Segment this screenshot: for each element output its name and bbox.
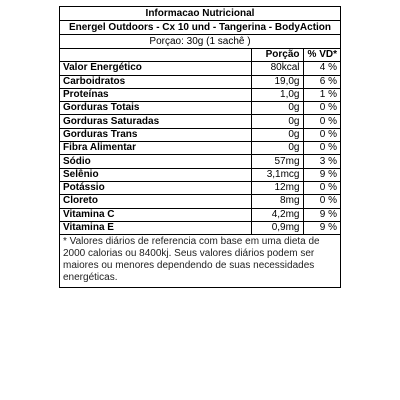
nutrition-table bbox=[60, 49, 340, 235]
nutrient-name: Vitamina C bbox=[60, 208, 251, 221]
column-header-nutrient bbox=[60, 49, 251, 62]
nutrient-daily-value: 4 % bbox=[303, 62, 340, 75]
nutrition-title: Informacao Nutricional bbox=[60, 7, 340, 21]
column-header-portion: Porção bbox=[251, 49, 303, 62]
nutrient-name: Sódio bbox=[60, 155, 251, 168]
nutrient-name: Vitamina E bbox=[60, 221, 251, 234]
table-row bbox=[60, 88, 340, 101]
nutrient-daily-value: 0 % bbox=[303, 115, 340, 128]
nutrient-portion: 0g bbox=[251, 128, 303, 141]
table-row bbox=[60, 75, 340, 88]
daily-value-footnote: * Valores diários de referencia com base em uma dieta de 2000 calorias ou 8400kj. Seus valores diários podem ser maiores ou menores dependendo de suas necessidades energéticas. bbox=[63, 236, 320, 284]
nutrient-daily-value: 9 % bbox=[303, 208, 340, 221]
nutrient-name: Gorduras Trans bbox=[60, 128, 251, 141]
table-row bbox=[60, 195, 340, 208]
portion-size: Porçao: 30g (1 sachê ) bbox=[60, 35, 340, 49]
nutrient-portion: 0,9mg bbox=[251, 221, 303, 234]
nutrient-daily-value: 9 % bbox=[303, 221, 340, 234]
nutrient-portion: 4,2mg bbox=[251, 208, 303, 221]
nutrient-name: Carboidratos bbox=[60, 75, 251, 88]
nutrient-daily-value: 0 % bbox=[303, 102, 340, 115]
nutrient-portion: 0g bbox=[251, 102, 303, 115]
nutrition-facts-panel bbox=[59, 6, 341, 288]
table-row bbox=[60, 142, 340, 155]
nutrient-name: Potássio bbox=[60, 181, 251, 194]
nutrient-name: Fibra Alimentar bbox=[60, 142, 251, 155]
table-header-row bbox=[60, 49, 340, 62]
nutrient-daily-value: 0 % bbox=[303, 195, 340, 208]
nutrient-daily-value: 3 % bbox=[303, 155, 340, 168]
nutrient-portion: 12mg bbox=[251, 181, 303, 194]
nutrient-name: Cloreto bbox=[60, 195, 251, 208]
nutrient-daily-value: 0 % bbox=[303, 142, 340, 155]
nutrient-daily-value: 1 % bbox=[303, 88, 340, 101]
table-row bbox=[60, 62, 340, 75]
nutrient-daily-value: 0 % bbox=[303, 128, 340, 141]
nutrient-name: Selênio bbox=[60, 168, 251, 181]
nutrient-portion: 3,1mcg bbox=[251, 168, 303, 181]
table-row bbox=[60, 181, 340, 194]
table-row bbox=[60, 155, 340, 168]
nutrient-portion: 0g bbox=[251, 115, 303, 128]
nutrient-daily-value: 6 % bbox=[303, 75, 340, 88]
column-header-daily-value: % VD* bbox=[303, 49, 340, 62]
nutrient-portion: 19,0g bbox=[251, 75, 303, 88]
nutrient-daily-value: 0 % bbox=[303, 181, 340, 194]
nutrient-portion: 80kcal bbox=[251, 62, 303, 75]
table-row bbox=[60, 168, 340, 181]
nutrient-portion: 8mg bbox=[251, 195, 303, 208]
product-name: Energel Outdoors - Cx 10 und - Tangerina - BodyAction bbox=[60, 21, 340, 35]
table-row bbox=[60, 208, 340, 221]
table-row bbox=[60, 115, 340, 128]
nutrient-name: Proteínas bbox=[60, 88, 251, 101]
nutrient-portion: 57mg bbox=[251, 155, 303, 168]
nutrient-name: Gorduras Saturadas bbox=[60, 115, 251, 128]
nutrient-name: Gorduras Totais bbox=[60, 102, 251, 115]
table-row bbox=[60, 221, 340, 234]
table-row bbox=[60, 128, 340, 141]
nutrient-daily-value: 9 % bbox=[303, 168, 340, 181]
nutrient-portion: 0g bbox=[251, 142, 303, 155]
nutrient-name: Valor Energético bbox=[60, 62, 251, 75]
table-row bbox=[60, 102, 340, 115]
nutrient-portion: 1,0g bbox=[251, 88, 303, 101]
